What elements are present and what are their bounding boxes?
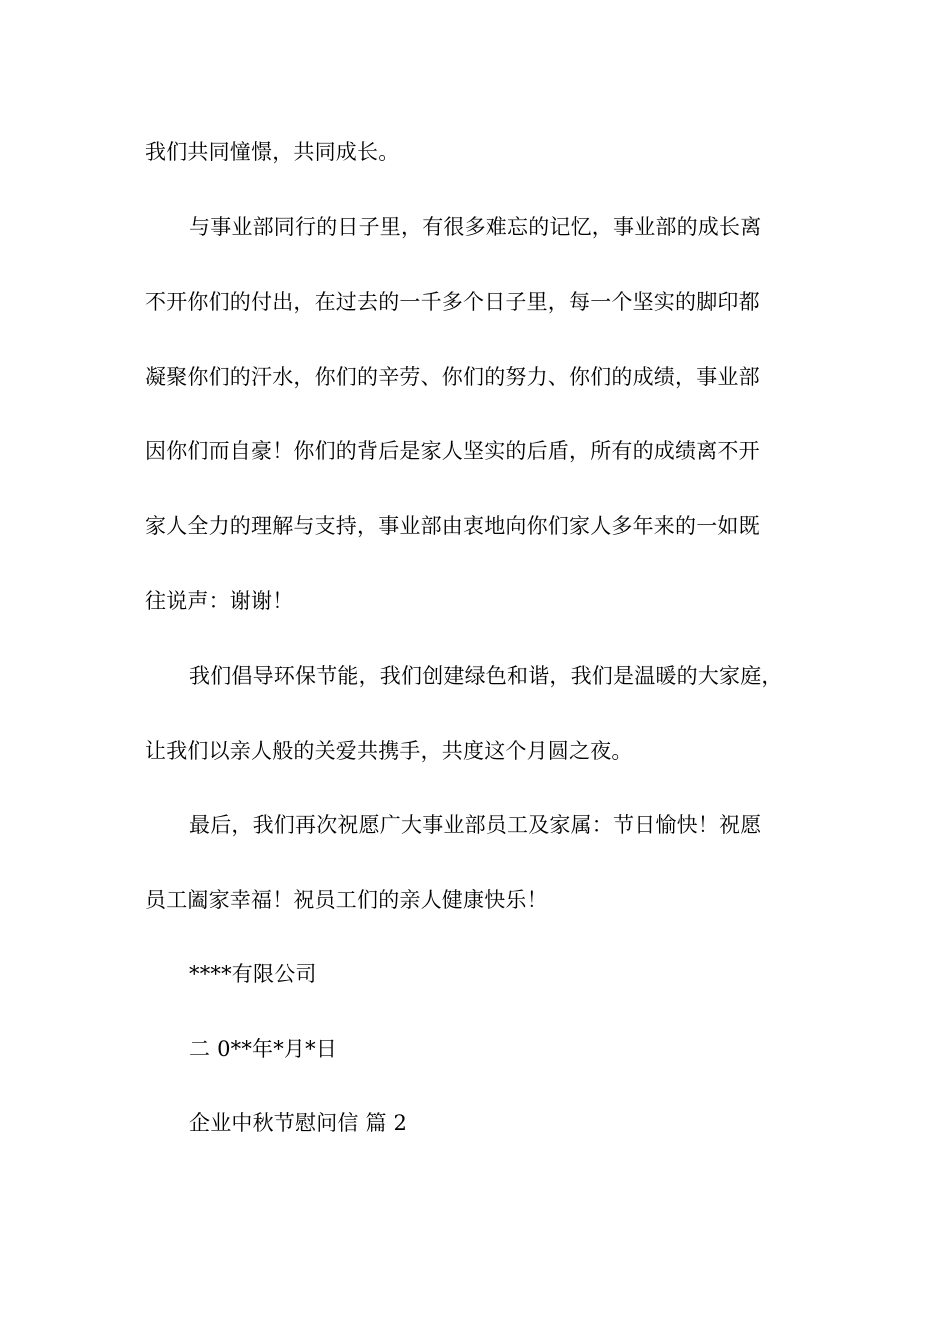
paragraph-line: 员工阖家幸福！祝员工们的亲人健康快乐！ xyxy=(145,888,548,912)
paragraph-line: 家人全力的理解与支持，事业部由衷地向你们家人多年来的一如既 xyxy=(145,514,760,538)
paragraph-line: 往说声：谢谢！ xyxy=(145,589,294,613)
company-name: ****有限公司 xyxy=(189,962,317,986)
date-line: 二 0**年*月*日 xyxy=(189,1037,338,1061)
paragraph-line: 我们共同憧憬，共同成长。 xyxy=(145,140,400,164)
paragraph-line: 我们倡导环保节能，我们创建绿色和谐，我们是温暖的大家庭， xyxy=(189,664,783,688)
paragraph-line: 与事业部同行的日子里，有很多难忘的记忆，事业部的成长离 xyxy=(189,215,762,239)
paragraph-line: 凝聚你们的汗水，你们的辛劳、你们的努力、你们的成绩，事业部 xyxy=(145,365,760,389)
paragraph-line: 最后，我们再次祝愿广大事业部员工及家属：节日愉快！祝愿 xyxy=(189,813,762,837)
paragraph-line: 让我们以亲人般的关爱共携手，共度这个月圆之夜。 xyxy=(145,739,633,763)
section-heading: 企业中秋节慰问信 篇 2 xyxy=(189,1111,408,1135)
paragraph-line: 因你们而自豪！你们的背后是家人坚实的后盾，所有的成绩离不开 xyxy=(145,439,760,463)
paragraph-line: 不开你们的付出，在过去的一千多个日子里，每一个坚实的脚印都 xyxy=(145,290,760,314)
